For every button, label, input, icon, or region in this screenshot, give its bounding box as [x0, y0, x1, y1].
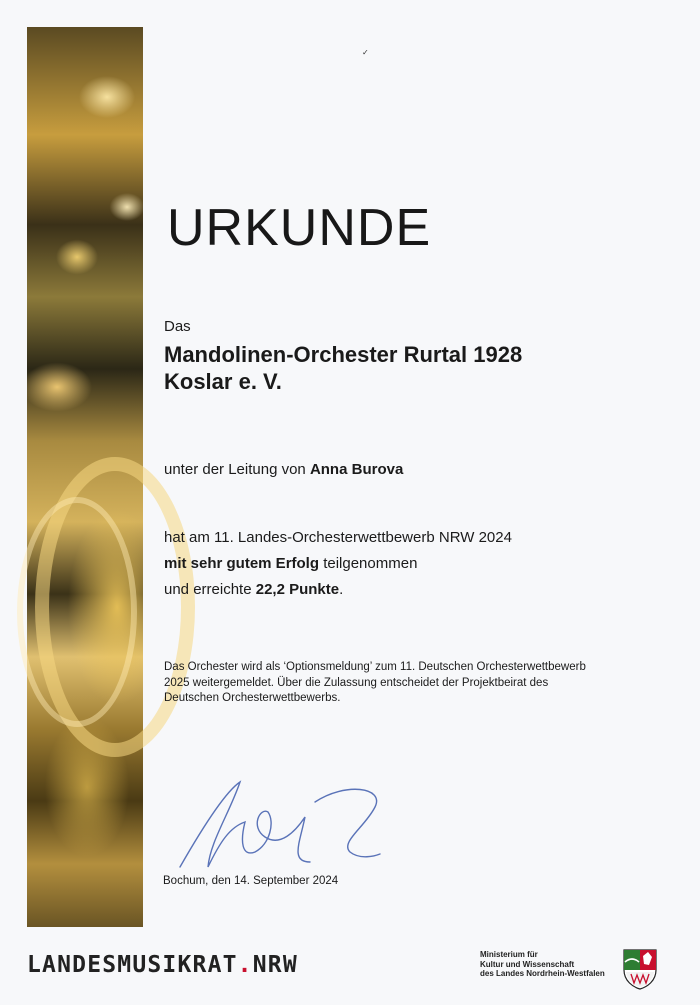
ministry-line-2: Kultur und Wissenschaft — [480, 959, 575, 969]
note-line-2: 2025 weitergemeldet. Über die Zulassung entscheidet der Projektbeirat des — [164, 676, 549, 689]
points-suffix: . — [339, 581, 344, 598]
brass-instrument-photo — [27, 27, 143, 927]
orchestra-name-line1: Mandolinen-Orchester Rurtal 1928 — [164, 342, 523, 367]
result-block — [164, 525, 512, 603]
note-line-3: Deutschen Orchesterwettbewerbs. — [164, 692, 341, 704]
competition-line: hat am 11. Landes-Orchesterwettbewerb NRW 2024 — [164, 529, 512, 546]
landesmusikrat-logo — [27, 952, 298, 978]
logo-left: LANDESMUSIKRAT — [27, 952, 238, 978]
success-rating: mit sehr gutem Erfolg — [164, 555, 320, 572]
note-line-1: Das Orchester wird als ‘Optionsmeldung’ zum 11. Deutschen Orchesterwettbewerb — [164, 661, 586, 673]
conductor-name: Anna Burova — [309, 461, 404, 478]
scan-mark: ✓ — [362, 48, 369, 57]
orchestra-name — [164, 341, 522, 395]
option-note — [164, 660, 664, 707]
ministry-line-3: des Landes Nordrhein-Westfalen — [480, 969, 605, 978]
place-date: Bochum, den 14. September 2024 — [163, 875, 339, 887]
ministry-line-1: Ministerium für — [480, 950, 538, 959]
horn-tube-inner-highlight — [17, 497, 137, 727]
success-rest: teilgenommen — [319, 555, 418, 572]
conductor-line — [164, 461, 403, 478]
nrw-coat-of-arms-icon — [622, 948, 658, 990]
logo-right: NRW — [252, 952, 298, 978]
signature — [170, 772, 390, 882]
ministry-label — [480, 950, 605, 979]
points-line — [164, 577, 512, 603]
logo-dot: . — [237, 952, 253, 978]
intro-text: Das — [164, 318, 191, 335]
points-value: 22,2 Punkte — [255, 581, 340, 598]
orchestra-name-line2: Koslar e. V. — [164, 369, 282, 394]
success-line — [164, 551, 512, 577]
points-prefix: und erreichte — [164, 581, 256, 598]
conductor-prefix: unter der Leitung von — [164, 461, 310, 478]
certificate-title: URKUNDE — [167, 199, 432, 257]
